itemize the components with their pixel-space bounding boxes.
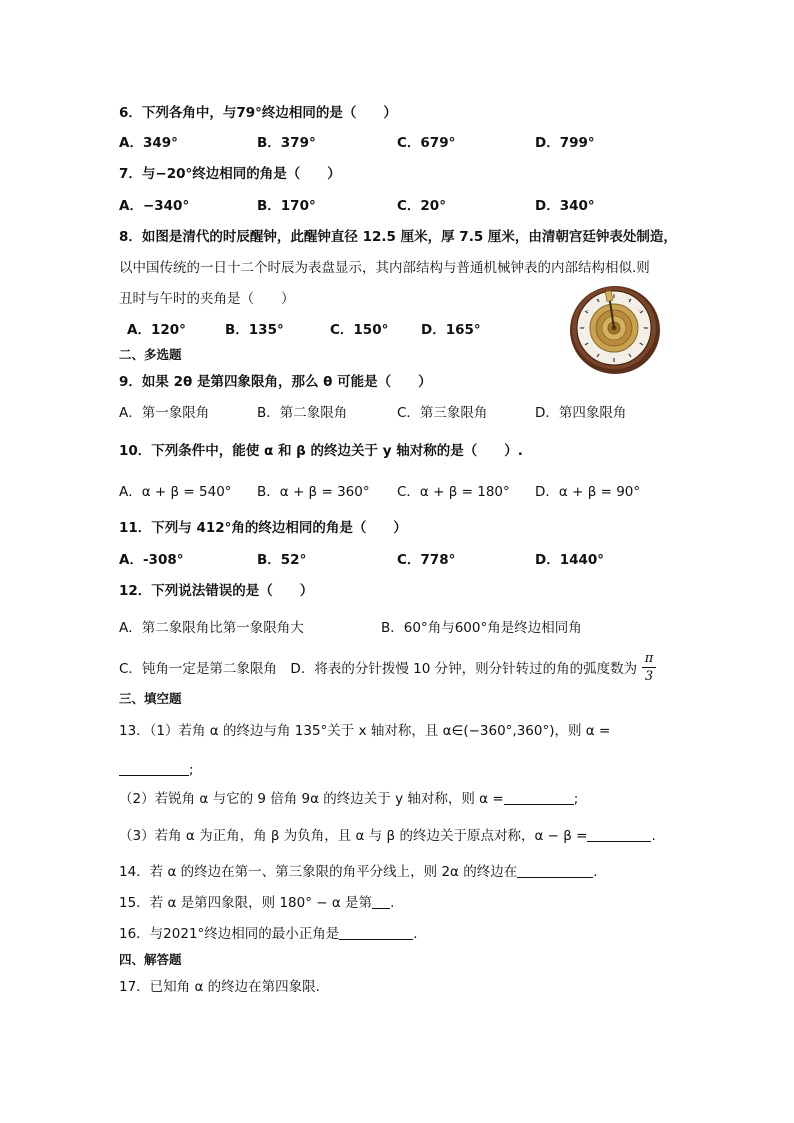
fraction-numerator: π (644, 651, 654, 666)
q17-stem: 17．已知角 α 的终边在第四象限. (119, 979, 320, 995)
svg-text:·: · (598, 297, 600, 304)
svg-text:·: · (639, 341, 641, 348)
section-solution-heading: 四、解答题 (119, 952, 182, 967)
q14-text: 14．若 α 的终边在第一、第三象限的角平分线上，则 2α 的终边在 (119, 864, 518, 880)
svg-text:·: · (628, 297, 630, 304)
q10-option-c[interactable]: C．α + β = 180° (397, 484, 510, 500)
q8-line1: 8．如图是清代的时辰醒钟，此醒钟直径 12.5 厘米，厚 7.5 厘米，由清朝宫廷钟表处制造， (119, 229, 677, 245)
q16 (119, 924, 418, 944)
q11-stem: 11．下列与 412°角的终边相同的角是（ ） (119, 520, 407, 536)
q13-part3 (119, 826, 656, 846)
q9-option-b[interactable]: B．第二象限角 (257, 405, 348, 421)
svg-text:·: · (639, 308, 641, 315)
q8-line2: 以中国传统的一日十二个时辰为表盘显示，其内部结构与普通机械钟表的内部结构相似.则 (119, 260, 650, 276)
q6-option-d[interactable]: D．799° (535, 135, 595, 151)
fraction-bar (642, 667, 656, 668)
q16-text: 16．与2021°终边相同的最小正角是 (119, 926, 340, 942)
q8-option-d[interactable]: D．165° (421, 322, 481, 338)
q7-stem: 7．与−20°终边相同的角是（ ） (119, 166, 341, 182)
q12-stem: 12．下列说法错误的是（ ） (119, 583, 314, 599)
q7-option-a[interactable]: A．−340° (119, 198, 190, 214)
q15 (119, 893, 394, 913)
answer-blank[interactable] (119, 761, 189, 776)
q11-option-c[interactable]: C．778° (397, 552, 456, 568)
q11-option-b[interactable]: B．52° (257, 552, 307, 568)
q13-part1-answer-line (119, 760, 194, 780)
q13-part2 (119, 789, 578, 809)
q9-option-c[interactable]: C．第三象限角 (397, 405, 488, 421)
answer-blank[interactable] (587, 827, 651, 842)
q12-options-ab (119, 618, 679, 638)
q15-end: . (390, 895, 395, 911)
q13-part3-end: . (651, 828, 656, 844)
q12-option-b[interactable]: B．60°角与600°角是终边相同角 (381, 620, 582, 636)
q8-option-c[interactable]: C．150° (330, 322, 389, 338)
section-fill-blank-heading: 三、填空题 (119, 691, 182, 706)
clock-image (569, 283, 661, 375)
q9-stem: 9．如果 2θ 是第四象限角，那么 θ 可能是（ ） (119, 374, 432, 390)
q9-option-d[interactable]: D．第四象限角 (535, 405, 627, 421)
q6-option-b[interactable]: B．379° (257, 135, 316, 151)
q10-options (119, 482, 679, 502)
svg-text:·: · (587, 308, 589, 315)
q8-option-a[interactable]: A．120° (127, 322, 186, 338)
section-multiple-choice-heading: 二、多选题 (119, 347, 182, 362)
q11-options (119, 550, 679, 570)
q9-options (119, 403, 679, 423)
q9-option-a[interactable]: A．第一象限角 (119, 405, 210, 421)
q10-option-d[interactable]: D．α + β = 90° (535, 484, 641, 500)
q14 (119, 862, 598, 882)
q7-option-c[interactable]: C．20° (397, 198, 446, 214)
q12-option-cd[interactable]: C．钝角一定是第二象限角 D．将表的分针拨慢 10 分钟，则分针转过的角的弧度数为 (119, 661, 638, 677)
q13-part2-end: ; (573, 791, 579, 807)
q6-option-c[interactable]: C．679° (397, 135, 456, 151)
q10-option-a[interactable]: A．α + β = 540° (119, 484, 232, 500)
q10-stem: 10．下列条件中，能使 α 和 β 的终边关于 y 轴对称的是（ ）. (119, 443, 523, 459)
q16-end: . (413, 926, 418, 942)
answer-blank[interactable] (339, 925, 413, 940)
svg-text:·: · (598, 352, 600, 359)
q13-part3-text: （3）若角 α 为正角，角 β 为负角，且 α 与 β 的终边关于原点对称，α − β = (119, 828, 588, 844)
q14-end: . (593, 864, 598, 880)
q11-option-a[interactable]: A．-308° (119, 552, 184, 568)
pi-over-3-fraction (642, 651, 656, 684)
q8-option-b[interactable]: B．135° (225, 322, 284, 338)
q6-options (119, 133, 679, 153)
q13-part2-text: （2）若锐角 α 与它的 9 倍角 9α 的终边关于 y 轴对称，则 α = (119, 791, 504, 807)
svg-text:·: · (587, 341, 589, 348)
q13-part1: 13．（1）若角 α 的终边与角 135°关于 x 轴对称，且 α∈(−360°,360°)，则 α = (119, 723, 611, 739)
q12-option-a[interactable]: A．第二象限角比第一象限角大 (119, 620, 304, 636)
q8-line3: 丑时与午时的夹角是（ ） (119, 291, 295, 307)
q6-stem: 6．下列各角中，与79°终边相同的是（ ） (119, 105, 397, 121)
q13-part1-end: ; (189, 762, 194, 778)
svg-text:·: · (628, 352, 630, 359)
answer-blank[interactable] (504, 790, 574, 805)
fraction-denominator: 3 (644, 669, 654, 684)
q7-option-b[interactable]: B．170° (257, 198, 316, 214)
answer-blank[interactable] (517, 863, 593, 878)
q6-option-a[interactable]: A．349° (119, 135, 178, 151)
q7-option-d[interactable]: D．340° (535, 198, 595, 214)
answer-blank[interactable] (372, 894, 390, 909)
q10-option-b[interactable]: B．α + β = 360° (257, 484, 370, 500)
q7-options (119, 196, 679, 216)
q15-text: 15．若 α 是第四象限，则 180° − α 是第 (119, 895, 373, 911)
q11-option-d[interactable]: D．1440° (535, 552, 605, 568)
